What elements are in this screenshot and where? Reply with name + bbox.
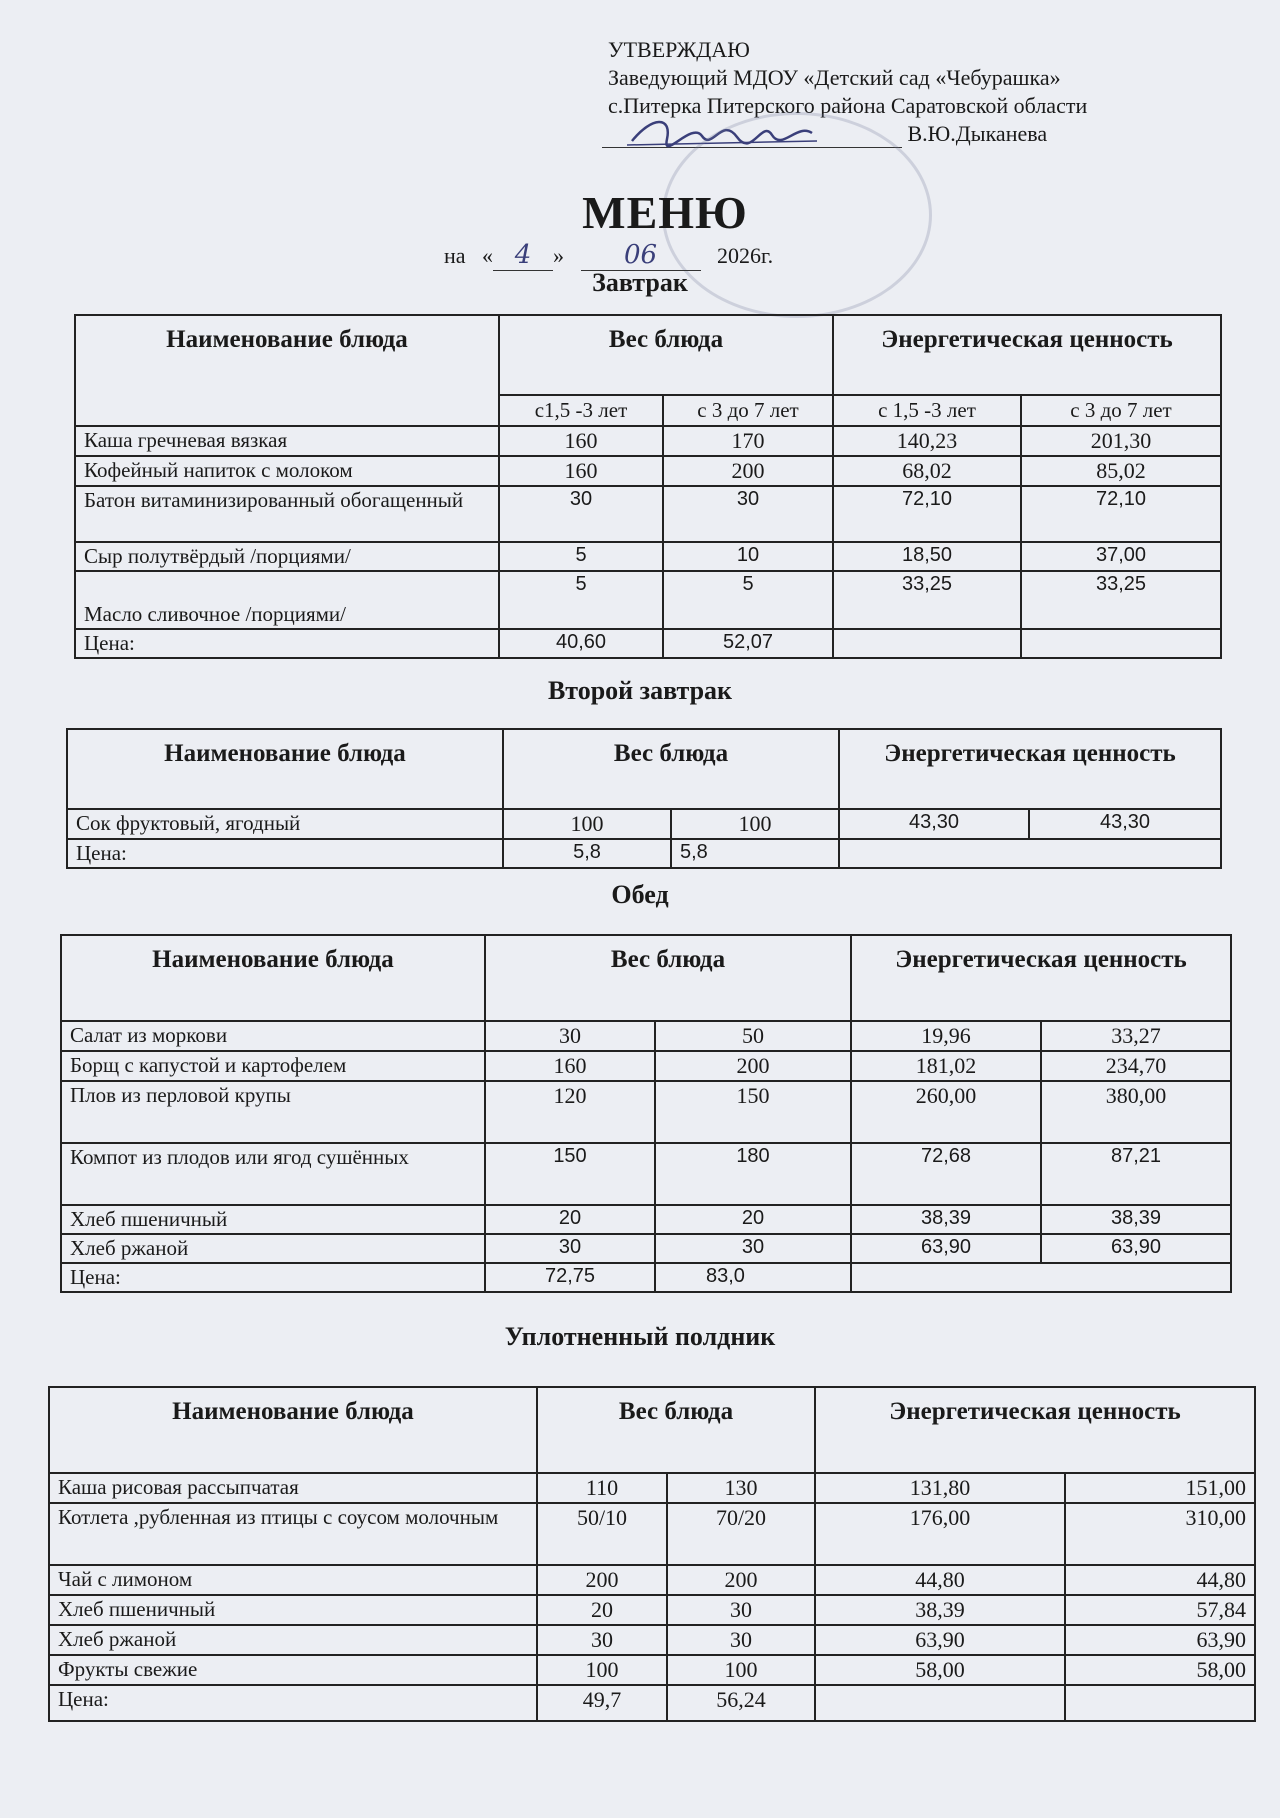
header-age-4: с 3 до 7 лет <box>1021 395 1221 426</box>
price-row <box>75 629 1221 658</box>
breakfast-table <box>74 314 1222 659</box>
energy-2: 63,90 <box>1065 1625 1255 1655</box>
header-energy: Энергетическая ценность <box>815 1387 1255 1473</box>
weight-1: 120 <box>485 1081 655 1143</box>
table-row <box>49 1625 1255 1655</box>
weight-2: 5 <box>663 571 833 629</box>
energy-2: 380,00 <box>1041 1081 1231 1143</box>
price-2: 56,24 <box>667 1685 815 1721</box>
dish-name: Салат из моркови <box>61 1021 485 1051</box>
price-label: Цена: <box>67 839 503 868</box>
weight-1: 160 <box>485 1051 655 1081</box>
header-weight: Вес блюда <box>503 729 839 809</box>
page-title: МЕНЮ <box>582 187 748 238</box>
dish-name: Каша гречневая вязкая <box>75 426 499 456</box>
weight-1: 160 <box>499 426 663 456</box>
weight-2: 70/20 <box>667 1503 815 1565</box>
energy-2: 43,30 <box>1029 809 1221 839</box>
weight-1: 30 <box>485 1021 655 1051</box>
energy-1: 72,10 <box>833 486 1021 542</box>
approval-signer: В.Ю.Дыканева <box>907 121 1048 146</box>
dish-name: Котлета ,рубленная из птицы с соусом молочным <box>49 1503 537 1565</box>
weight-2: 200 <box>667 1565 815 1595</box>
weight-1: 200 <box>537 1565 667 1595</box>
weight-1: 30 <box>485 1234 655 1263</box>
energy-1: 58,00 <box>815 1655 1065 1685</box>
energy-2: 58,00 <box>1065 1655 1255 1685</box>
weight-1: 5 <box>499 542 663 571</box>
energy-2: 85,02 <box>1021 456 1221 486</box>
weight-2: 30 <box>655 1234 851 1263</box>
header-dish: Наименование блюда <box>67 729 503 809</box>
table-row <box>75 426 1221 456</box>
lunch-table <box>60 934 1232 1293</box>
dish-name: Кофейный напиток с молоком <box>75 456 499 486</box>
table-row <box>61 1234 1231 1263</box>
price-row <box>61 1263 1231 1292</box>
weight-2: 200 <box>655 1051 851 1081</box>
header-weight: Вес блюда <box>499 315 833 395</box>
energy-1: 176,00 <box>815 1503 1065 1565</box>
energy-2: 201,30 <box>1021 426 1221 456</box>
weight-1: 30 <box>499 486 663 542</box>
section-title-second-breakfast: Второй завтрак <box>547 676 733 705</box>
energy-2: 37,00 <box>1021 542 1221 571</box>
weight-1: 50/10 <box>537 1503 667 1565</box>
weight-2: 50 <box>655 1021 851 1051</box>
dish-name: Фрукты свежие <box>49 1655 537 1685</box>
weight-2: 20 <box>655 1205 851 1234</box>
header-weight: Вес блюда <box>537 1387 815 1473</box>
energy-1: 33,25 <box>833 571 1021 629</box>
approval-heading: УТВЕРЖДАЮ <box>608 37 750 62</box>
approval-location: с.Питерка Питерского района Саратовской области <box>608 93 1088 118</box>
header-energy: Энергетическая ценность <box>851 935 1231 1021</box>
dish-name: Батон витаминизированный обогащенный <box>75 486 499 542</box>
section-title-snack: Уплотненный полдник <box>504 1322 776 1351</box>
energy-1: 181,02 <box>851 1051 1041 1081</box>
weight-1: 20 <box>537 1595 667 1625</box>
header-age-2: с 3 до 7 лет <box>663 395 833 426</box>
energy-1: 140,23 <box>833 426 1021 456</box>
dish-name: Масло сливочное /порциями/ <box>75 571 499 629</box>
price-1: 49,7 <box>537 1685 667 1721</box>
weight-2: 150 <box>655 1081 851 1143</box>
weight-1: 150 <box>485 1143 655 1205</box>
table-row <box>61 1021 1231 1051</box>
energy-2: 63,90 <box>1041 1234 1231 1263</box>
price-1: 72,75 <box>485 1263 655 1292</box>
dish-name: Хлеб пшеничный <box>49 1595 537 1625</box>
table-row <box>61 1205 1231 1234</box>
price-label: Цена: <box>61 1263 485 1292</box>
dish-name: Каша рисовая рассыпчатая <box>49 1473 537 1503</box>
energy-2: 310,00 <box>1065 1503 1255 1565</box>
energy-1: 131,80 <box>815 1473 1065 1503</box>
price-label: Цена: <box>75 629 499 658</box>
dish-name: Хлеб ржаной <box>49 1625 537 1655</box>
table-row <box>61 1051 1231 1081</box>
energy-2: 33,25 <box>1021 571 1221 629</box>
section-title-lunch: Обед <box>611 880 669 909</box>
table-row <box>75 456 1221 486</box>
header-age-3: с 1,5 -3 лет <box>833 395 1021 426</box>
weight-1: 5 <box>499 571 663 629</box>
header-energy: Энергетическая ценность <box>839 729 1221 809</box>
header-dish: Наименование блюда <box>61 935 485 1021</box>
weight-2: 100 <box>667 1655 815 1685</box>
weight-2: 10 <box>663 542 833 571</box>
weight-1: 30 <box>537 1625 667 1655</box>
date-day: 4 <box>493 240 553 271</box>
energy-2: 57,84 <box>1065 1595 1255 1625</box>
weight-2: 130 <box>667 1473 815 1503</box>
table-row <box>75 486 1221 542</box>
table-row <box>67 809 1221 839</box>
weight-1: 100 <box>503 809 671 839</box>
energy-1: 72,68 <box>851 1143 1041 1205</box>
weight-2: 170 <box>663 426 833 456</box>
table-row <box>49 1595 1255 1625</box>
header-dish: Наименование блюда <box>75 315 499 426</box>
second-breakfast-table <box>66 728 1222 869</box>
section-title-breakfast: Завтрак <box>592 268 688 297</box>
table-row <box>49 1565 1255 1595</box>
table-row <box>49 1473 1255 1503</box>
menu-date: на « 4 » 06 2026г. <box>444 240 774 270</box>
energy-1: 43,30 <box>839 809 1029 839</box>
weight-2: 100 <box>671 809 839 839</box>
header-energy: Энергетическая ценность <box>833 315 1221 395</box>
date-month: 06 <box>581 240 701 271</box>
price-row <box>67 839 1221 868</box>
table-row <box>61 1143 1231 1205</box>
dish-name: Плов из перловой крупы <box>61 1081 485 1143</box>
date-prefix: на <box>444 243 466 268</box>
table-row <box>49 1655 1255 1685</box>
dish-name: Компот из плодов или ягод сушённых <box>61 1143 485 1205</box>
dish-name: Борщ с капустой и картофелем <box>61 1051 485 1081</box>
energy-1: 260,00 <box>851 1081 1041 1143</box>
weight-1: 20 <box>485 1205 655 1234</box>
header-weight: Вес блюда <box>485 935 851 1021</box>
dish-name: Чай с лимоном <box>49 1565 537 1595</box>
table-row <box>75 542 1221 571</box>
energy-2: 151,00 <box>1065 1473 1255 1503</box>
weight-1: 160 <box>499 456 663 486</box>
energy-1: 38,39 <box>815 1595 1065 1625</box>
weight-1: 110 <box>537 1473 667 1503</box>
weight-1: 100 <box>537 1655 667 1685</box>
energy-2: 33,27 <box>1041 1021 1231 1051</box>
energy-2: 87,21 <box>1041 1143 1231 1205</box>
weight-2: 180 <box>655 1143 851 1205</box>
dish-name: Сок фруктовый, ягодный <box>67 809 503 839</box>
price-1: 5,8 <box>503 839 671 868</box>
energy-1: 18,50 <box>833 542 1021 571</box>
weight-2: 30 <box>667 1595 815 1625</box>
dish-name: Сыр полутвёрдый /порциями/ <box>75 542 499 571</box>
energy-2: 234,70 <box>1041 1051 1231 1081</box>
energy-1: 38,39 <box>851 1205 1041 1234</box>
date-year: 2026г. <box>717 243 774 268</box>
price-2: 83,0 <box>655 1263 851 1292</box>
weight-2: 200 <box>663 456 833 486</box>
table-row <box>75 571 1221 629</box>
energy-1: 63,90 <box>851 1234 1041 1263</box>
price-label: Цена: <box>49 1685 537 1721</box>
dish-name: Хлеб ржаной <box>61 1234 485 1263</box>
table-row <box>49 1503 1255 1565</box>
header-dish: Наименование блюда <box>49 1387 537 1473</box>
table-row <box>61 1081 1231 1143</box>
energy-1: 63,90 <box>815 1625 1065 1655</box>
energy-2: 38,39 <box>1041 1205 1231 1234</box>
energy-2: 44,80 <box>1065 1565 1255 1595</box>
weight-2: 30 <box>667 1625 815 1655</box>
snack-table <box>48 1386 1256 1722</box>
dish-name: Хлеб пшеничный <box>61 1205 485 1234</box>
energy-1: 68,02 <box>833 456 1021 486</box>
price-2: 52,07 <box>663 629 833 658</box>
energy-1: 19,96 <box>851 1021 1041 1051</box>
energy-1: 44,80 <box>815 1565 1065 1595</box>
approval-position: Заведующий МДОУ «Детский сад «Чебурашка» <box>608 65 1061 90</box>
price-2: 5,8 <box>671 839 839 868</box>
energy-2: 72,10 <box>1021 486 1221 542</box>
price-row <box>49 1685 1255 1721</box>
weight-2: 30 <box>663 486 833 542</box>
header-age-1: с1,5 -3 лет <box>499 395 663 426</box>
price-1: 40,60 <box>499 629 663 658</box>
